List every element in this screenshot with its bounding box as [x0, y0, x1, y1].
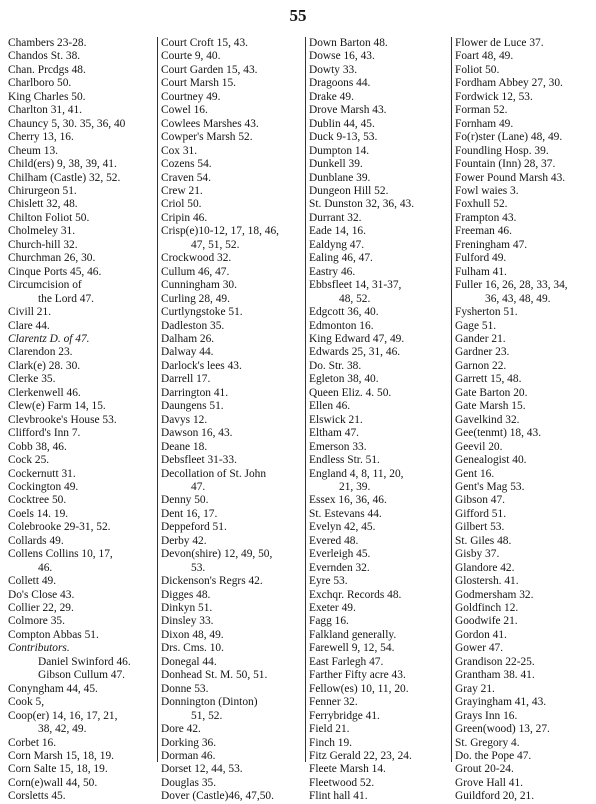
index-entry: Drs. Cms. 10.: [161, 642, 224, 655]
index-entry: Green(wood) 13, 27.: [455, 723, 550, 736]
index-entry: Eyre 53.: [309, 575, 348, 588]
index-entry: Chan. Prcdgs 48.: [8, 63, 86, 76]
index-entry: Fleete Marsh 14.: [309, 763, 386, 776]
index-column-3: [305, 37, 451, 803]
index-entry: Gilbert 53.: [455, 521, 505, 534]
index-entry: Do. Str. 38.: [309, 359, 362, 372]
index-entry: Colmore 35.: [8, 615, 65, 628]
index-entry: Clarendon 23.: [8, 346, 73, 359]
index-entry-continuation: the Lord 47.: [38, 292, 94, 305]
index-entry: Cox 31.: [161, 144, 198, 157]
index-entry: Down Barton 48.: [309, 37, 388, 49]
index-entry: Elswick 21.: [309, 413, 363, 426]
index-entry: Derby 42.: [161, 534, 207, 547]
index-entry: Donhead St. M. 50, 51.: [161, 669, 268, 682]
index-entry: Corn Marsh 15, 18, 19.: [8, 750, 114, 763]
index-entry: Clevbrooke's House 53.: [8, 413, 117, 426]
index-entry: Dixon 48, 49.: [161, 628, 224, 641]
index-entry: Cripin 46.: [161, 211, 208, 224]
index-entry: Circumcision of: [8, 279, 82, 292]
index-entry: Fulham 41.: [455, 265, 507, 278]
index-entry: Evelyn 42, 45.: [309, 521, 376, 534]
index-entry: Dunkell 39.: [309, 158, 363, 171]
index-entry: Field 21.: [309, 723, 350, 736]
index-entry: Decollation of St. John: [161, 467, 267, 480]
index-entry-continuation: 51, 52.: [191, 709, 223, 722]
index-entry: Cheum 13.: [8, 144, 58, 157]
index-entry: Donnington (Dinton): [161, 696, 258, 709]
index-entry: Fenner 32.: [309, 696, 358, 709]
index-entry: Cocktree 50.: [8, 494, 67, 507]
index-entry: Corn(e)wall 44, 50.: [8, 776, 98, 789]
index-column-2: [157, 37, 306, 803]
index-entry: Do's Close 43.: [8, 588, 75, 601]
index-entry: Clerke 35.: [8, 373, 56, 386]
index-entry: Corsletts 45.: [8, 790, 66, 803]
index-entry: Freeman 46.: [455, 225, 512, 238]
index-entry: St. Dunston 32, 36, 43.: [309, 198, 415, 211]
index-entry: Freningham 47.: [455, 238, 528, 251]
index-entry: Criol 50.: [161, 198, 202, 211]
index-entry: Clark(e) 28. 30.: [8, 359, 81, 372]
index-entry: Darlock's lees 43.: [161, 359, 242, 372]
index-entry: Fellow(es) 10, 11, 20.: [309, 682, 409, 695]
index-entry: Clerkenwell 46.: [8, 386, 81, 399]
index-entry: Daungens 51.: [161, 400, 224, 413]
index-entry: Deppeford 51.: [161, 521, 227, 534]
index-entry: Cockington 49.: [8, 480, 79, 493]
index-entry: Edmonton 16.: [309, 319, 374, 332]
index-entry: Conyngham 44, 45.: [8, 682, 98, 695]
index-entry: Collett 49.: [8, 575, 57, 588]
index-entry: Cock 25.: [8, 454, 50, 467]
index-entry: Deane 18.: [161, 440, 208, 453]
index-entry: Falkland generally.: [309, 628, 397, 641]
index-entry: Chandos St. 38.: [8, 50, 81, 63]
index-entry: Grantham 38. 41.: [455, 669, 535, 682]
index-entry: Goodwife 21.: [455, 615, 518, 628]
index-entry: Essex 16, 36, 46.: [309, 494, 387, 507]
index-entry: Foart 48, 49.: [455, 50, 514, 63]
index-entry: Dorman 46.: [161, 750, 216, 763]
index-entry: Eltham 47.: [309, 427, 359, 440]
index-entry: Dadleston 35.: [161, 319, 225, 332]
index-entry: Dent 16, 17.: [161, 507, 218, 520]
index-entry: Ferrybridge 41.: [309, 709, 380, 722]
index-entry: Gray 21.: [455, 682, 495, 695]
index-entry: Everleigh 45.: [309, 548, 371, 561]
index-entry: Collier 22, 29.: [8, 602, 74, 615]
page-number: 55: [289, 6, 307, 25]
index-entry: Geevil 20.: [455, 440, 503, 453]
index-entry: Fountain (Inn) 28, 37.: [455, 158, 556, 171]
index-entry: Gavelkind 32.: [455, 413, 520, 426]
index-entry: Court Croft 15, 43.: [161, 37, 249, 49]
index-entry-continuation: 38, 42, 49.: [38, 723, 87, 736]
index-entry: Chilton Foliot 50.: [8, 211, 90, 224]
index-entry: Forman 52.: [455, 104, 508, 117]
index-entry: Godmersham 32.: [455, 588, 534, 601]
index-entry: Do. the Pope 47.: [455, 750, 532, 763]
index-entry: Craven 54.: [161, 171, 211, 184]
index-entry: Digges 48.: [161, 588, 211, 601]
index-column-4: [451, 37, 596, 803]
index-entry: Chambers 23-28.: [8, 37, 87, 49]
index-entry: Grout 20-24.: [455, 763, 514, 776]
index-entry: Edwards 25, 31, 46.: [309, 346, 401, 359]
index-entry: Ealing 46, 47.: [309, 252, 373, 265]
index-entry: Dumpton 14.: [309, 144, 370, 157]
index-entry-continuation: 48, 52.: [339, 292, 371, 305]
index-entry: Corbet 16.: [8, 736, 57, 749]
index-entry: Farewell 9, 12, 54.: [309, 642, 395, 655]
index-entry: Ealdyng 47.: [309, 238, 365, 251]
index-entry: Cobb 38, 46.: [8, 440, 67, 453]
index-entry: Exeter 49.: [309, 602, 356, 615]
index-entry: Gifford 51.: [455, 507, 507, 520]
index-entry: Cherry 13, 16.: [8, 131, 74, 144]
index-entry: Gage 51.: [455, 319, 497, 332]
index-entry: Drake 49.: [309, 90, 354, 103]
index-entry: Clarentz D. of 47.: [8, 332, 90, 345]
index-entry: Garnon 22.: [455, 359, 507, 372]
index-column-1: [8, 37, 154, 804]
index-entry: Davys 12.: [161, 413, 208, 426]
index-entry: Eade 14, 16.: [309, 225, 366, 238]
index-entry: Courtney 49.: [161, 90, 221, 103]
index-entry: Clifford's Inn 7.: [8, 427, 81, 440]
index-entry: Fagg 16.: [309, 615, 349, 628]
index-entry: Cowel 16.: [161, 104, 208, 117]
index-entry: Cook 5,: [8, 696, 45, 709]
index-entry: Clew(e) Farm 14, 15.: [8, 400, 106, 413]
index-entry: Drove Marsh 43.: [309, 104, 387, 117]
index-entry: Darrell 17.: [161, 373, 211, 386]
index-entry: Gower 47.: [455, 642, 504, 655]
index-entry-continuation: 53.: [191, 561, 206, 574]
index-entry-continuation: 47.: [191, 480, 206, 493]
index-entry: St. Giles 48.: [455, 534, 512, 547]
index-entry: Dorking 36.: [161, 736, 217, 749]
index-entry: Cowper's Marsh 52.: [161, 131, 253, 144]
index-entry: Fo(r)ster (Lane) 48, 49.: [455, 131, 563, 144]
index-entry: Church-hill 32.: [8, 238, 78, 251]
index-entry: Cozens 54.: [161, 158, 212, 171]
index-entry: Dunblane 39.: [309, 171, 371, 184]
index-entry: England 4, 8, 11, 20,: [309, 467, 404, 480]
index-entry: Grove Hall 41.: [455, 776, 524, 789]
index-entry: Churchman 26, 30.: [8, 252, 96, 265]
index-entry-continuation: 46.: [38, 561, 53, 574]
index-entry: Durrant 32.: [309, 211, 362, 224]
index-entry: Dowse 16, 43.: [309, 50, 375, 63]
index-entry: East Farlegh 47.: [309, 655, 384, 668]
index-entry: Collens Collins 10, 17,: [8, 548, 113, 561]
index-entry: Cunningham 30.: [161, 279, 237, 292]
index-entry: Curling 28, 49.: [161, 292, 230, 305]
index-entry: Fuller 16, 26, 28, 33, 34,: [455, 279, 568, 292]
index-entry: Glostersh. 41.: [455, 575, 519, 588]
index-entry: Donegal 44.: [161, 655, 217, 668]
index-entry: Exchqr. Records 48.: [309, 588, 402, 601]
index-entry: Dickenson's Regrs 42.: [161, 575, 263, 588]
index-entry: Charlton 31, 41.: [8, 104, 83, 117]
index-entry-continuation: 21, 39.: [339, 480, 371, 493]
index-entry: Gent's Mag 53.: [455, 480, 525, 493]
index-entry: Crockwood 32.: [161, 252, 232, 265]
index-entry: Coop(er) 14, 16, 17, 21,: [8, 709, 118, 722]
index-entry: Dowty 33.: [309, 63, 358, 76]
index-entry: Guildford 20, 21.: [455, 790, 535, 803]
index-entry: Dublin 44, 45.: [309, 117, 375, 130]
index-entry: Gate Barton 20.: [455, 386, 528, 399]
index-entry: Court Garden 15, 43.: [161, 63, 258, 76]
index-entry: Dover (Castle)46, 47,50.: [161, 790, 274, 803]
index-entry: Frampton 43.: [455, 211, 517, 224]
index-entry: Ebbsfleet 14, 31-37,: [309, 279, 402, 292]
index-entry: Gordon 41.: [455, 628, 507, 641]
index-entry: Genealogist 40.: [455, 454, 527, 467]
index-entry: King Charles 50.: [8, 90, 86, 103]
index-entry: Cowlees Marshes 43.: [161, 117, 259, 130]
index-entry: Gent 16.: [455, 467, 495, 480]
index-entry-continuation: 47, 51, 52.: [191, 238, 240, 251]
index-entry: St. Gregory 4.: [455, 736, 520, 749]
index-entry: Glandore 42.: [455, 561, 515, 574]
index-entry-continuation: 36, 43, 48, 49.: [485, 292, 551, 305]
index-entry: Queen Eliz. 4. 50.: [309, 386, 392, 399]
index-entry: Civill 21.: [8, 306, 52, 319]
index-entry: Colebrooke 29-31, 52.: [8, 521, 111, 534]
index-entry: Dorset 12, 44, 53.: [161, 763, 243, 776]
index-entry: Ellen 46.: [309, 400, 351, 413]
index-entry: Fordwick 12, 53.: [455, 90, 533, 103]
index-entry: Evernden 32.: [309, 561, 370, 574]
index-entry: Coels 14. 19.: [8, 507, 69, 520]
index-entry: Foundling Hosp. 39.: [455, 144, 549, 157]
index-entry: Fulford 49.: [455, 252, 507, 265]
index-entry: Endless Str. 51.: [309, 454, 380, 467]
index-entry: Fowl waies 3.: [455, 184, 519, 197]
index-entry: Fysherton 51.: [455, 306, 518, 319]
index-entry: Debsfleet 31-33.: [161, 454, 237, 467]
index-entry: Grandison 22-25.: [455, 655, 535, 668]
index-entry: King Edward 47, 49.: [309, 332, 405, 345]
index-entry: Devon(shire) 12, 49, 50,: [161, 548, 273, 561]
index-entry: Goldfinch 12.: [455, 602, 519, 615]
index-entry: Courte 9, 40.: [161, 50, 221, 63]
index-entry: Flint hall 41.: [309, 790, 368, 803]
index-entry: Fordham Abbey 27, 30.: [455, 77, 563, 90]
index-entry: Cockernutt 31.: [8, 467, 76, 480]
index-entry: Fornham 49.: [455, 117, 514, 130]
index-entry: Dalham 26.: [161, 332, 215, 345]
index-entry: Crew 21.: [161, 184, 203, 197]
index-entry: Corn Salte 15, 18, 19.: [8, 763, 108, 776]
index-entry: Child(ers) 9, 38, 39, 41.: [8, 158, 117, 171]
index-entry: Fleetwood 52.: [309, 776, 375, 789]
index-entry: Egleton 38, 40.: [309, 373, 379, 386]
index-entry: Compton Abbas 51.: [8, 628, 99, 641]
index-entry: Curtlyngstoke 51.: [161, 306, 243, 319]
index-entry: Farther Fifty acre 43.: [309, 669, 406, 682]
index-entry-continuation: Gibson Cullum 47.: [38, 669, 126, 682]
index-entry: Dinsley 33.: [161, 615, 214, 628]
index-entry: Donne 53.: [161, 682, 209, 695]
index-entry: Gee(tenmt) 18, 43.: [455, 427, 542, 440]
index-entry: Dragoons 44.: [309, 77, 371, 90]
index-entry: Denny 50.: [161, 494, 209, 507]
index-entry: Cholmeley 31.: [8, 225, 76, 238]
index-entry: Cinque Ports 45, 46.: [8, 265, 102, 278]
index-entry: Douglas 35.: [161, 776, 217, 789]
index-entry: Gisby 37.: [455, 548, 500, 561]
index-entry: Fitz Gerald 22, 23, 24.: [309, 750, 412, 763]
index-entry: Gibson 47.: [455, 494, 505, 507]
index-entry: Eastry 46.: [309, 265, 356, 278]
index-entry: Cullum 46, 47.: [161, 265, 230, 278]
index-entry: Collards 49.: [8, 534, 64, 547]
index-entry: Evered 48.: [309, 534, 359, 547]
index-entry: Darrington 41.: [161, 386, 229, 399]
index-entry: Garrett 15, 48.: [455, 373, 522, 386]
index-entry: Dawson 16, 43.: [161, 427, 233, 440]
index-entry: Foliot 50.: [455, 63, 500, 76]
index-entry: Chauncy 5, 30. 35, 36, 40: [8, 117, 126, 130]
index-entry: St. Estevans 44.: [309, 507, 382, 520]
index-entry: Chislett 32, 48.: [8, 198, 78, 211]
index-entry: Dore 42.: [161, 723, 201, 736]
index-entry: Dungeon Hill 52.: [309, 184, 389, 197]
index-entry-continuation: Daniel Swinford 46.: [38, 655, 131, 668]
index-entry: Contributors.: [8, 642, 70, 655]
index-entry: Fower Pound Marsh 43.: [455, 171, 566, 184]
index-entry: Grays Inn 16.: [455, 709, 518, 722]
index-entry: Duck 9-13, 53.: [309, 131, 378, 144]
index-entry: Dalway 44.: [161, 346, 214, 359]
index-entry: Charlboro 50.: [8, 77, 72, 90]
index-entry: Dinkyn 51.: [161, 602, 213, 615]
index-entry: Edgcott 36, 40.: [309, 306, 379, 319]
index-entry: Foxhull 52.: [455, 198, 508, 211]
index-entry: Gardner 23.: [455, 346, 510, 359]
index-entry: Gate Marsh 15.: [455, 400, 526, 413]
index-entry: Court Marsh 15.: [161, 77, 236, 90]
index-entry: Flower de Luce 37.: [455, 37, 544, 49]
index-entry: Grayingham 41, 43.: [455, 696, 547, 709]
index-entry: Chilham (Castle) 32, 52.: [8, 171, 121, 184]
index-entry: Gander 21.: [455, 332, 506, 345]
index-entry: Crisp(e)10-12, 17, 18, 46,: [161, 225, 280, 238]
index-entry: Finch 19.: [309, 736, 353, 749]
index-entry: Chirurgeon 51.: [8, 184, 77, 197]
index-entry: Clare 44.: [8, 319, 50, 332]
index-entry: Emerson 33.: [309, 440, 367, 453]
